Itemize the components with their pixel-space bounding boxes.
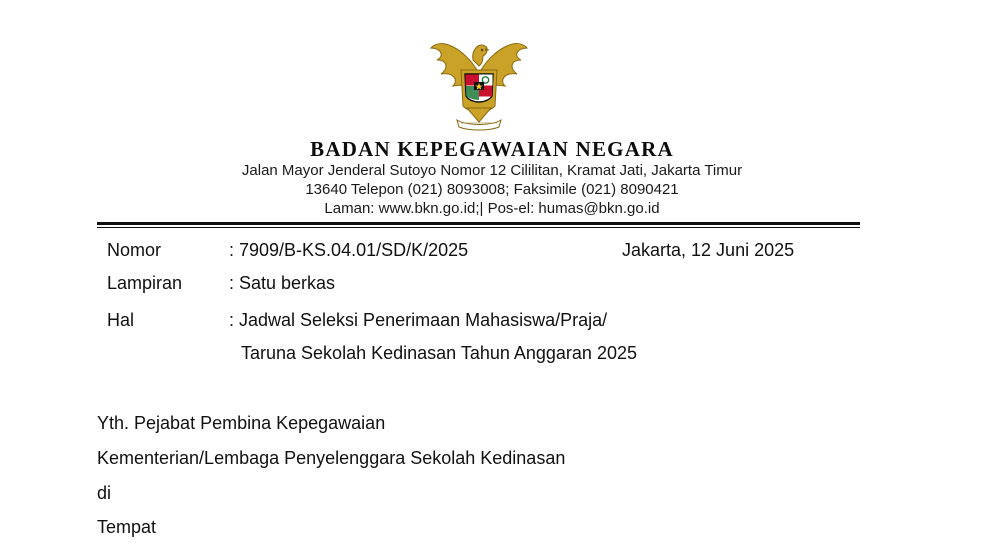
letter-date: Jakarta, 12 Juni 2025 xyxy=(622,240,795,260)
organization-name: BADAN KEPEGAWAIAN NEGARA xyxy=(310,137,674,161)
address-line-2: 13640 Telepon (021) 8093008; Faksimile (021) 8090421 xyxy=(305,181,679,198)
lampiran-value: : Satu berkas xyxy=(229,273,336,293)
letterhead-divider-thin xyxy=(97,227,860,228)
addressee-line-2: Kementerian/Lembaga Penyelenggara Sekolah Kedinasan xyxy=(97,448,566,468)
hal-label: Hal xyxy=(107,310,135,330)
letterhead-divider-thick xyxy=(97,222,860,225)
addressee-line-4: Tempat xyxy=(97,517,157,537)
address-line-1: Jalan Mayor Jenderal Sutoyo Nomor 12 Cililitan, Kramat Jati, Jakarta Timur xyxy=(241,162,743,179)
nomor-label: Nomor xyxy=(107,240,162,260)
addressee-line-3: di xyxy=(97,483,112,503)
lampiran-label: Lampiran xyxy=(107,273,183,293)
hal-value: : Jadwal Seleksi Penerimaan Mahasiswa/Praja/ xyxy=(229,310,608,330)
addressee-line-1: Yth. Pejabat Pembina Kepegawaian xyxy=(97,413,386,433)
nomor-value: : 7909/B-KS.04.01/SD/K/2025 xyxy=(229,240,469,260)
address-line-3: Laman: www.bkn.go.id;| Pos-el: humas@bkn.go.id xyxy=(324,200,660,217)
hal-value-continuation: Taruna Sekolah Kedinasan Tahun Anggaran 2025 xyxy=(241,343,637,363)
garuda-emblem-icon xyxy=(427,30,531,134)
